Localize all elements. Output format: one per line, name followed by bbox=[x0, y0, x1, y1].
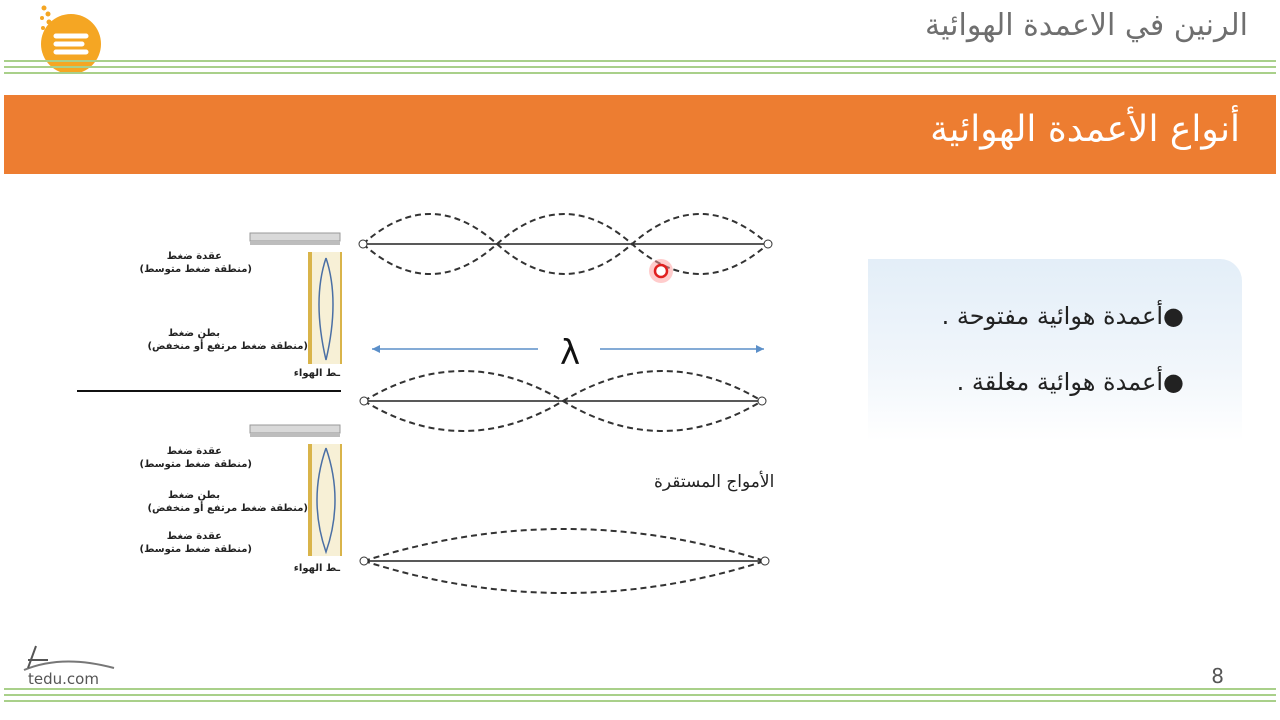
bullet-marker: ● bbox=[1163, 302, 1184, 330]
footer-divider bbox=[4, 694, 1276, 696]
banner-title: أنواع الأعمدة الهوائية bbox=[930, 109, 1240, 150]
bullet-marker: ● bbox=[1163, 368, 1184, 396]
cursor-indicator bbox=[649, 259, 673, 283]
tube-label: عقدة ضغط bbox=[166, 251, 222, 262]
lambda-symbol: λ bbox=[560, 333, 581, 373]
standing-waves-label: الأمواج المستقرة bbox=[654, 472, 775, 492]
tube-label: (منطقة ضغط مرتفع أو منخفض) bbox=[147, 503, 308, 514]
tube-label: (منطقة ضغط مرتفع أو منخفض) bbox=[147, 341, 308, 352]
bullet-list bbox=[868, 259, 1242, 441]
tube-label: ـط الهواء bbox=[293, 368, 340, 379]
standing-wave-one-loop bbox=[360, 529, 769, 593]
tube-label: ـط الهواء bbox=[293, 563, 340, 574]
tube-label: عقدة ضغط bbox=[166, 446, 222, 457]
footer-divider bbox=[4, 700, 1276, 702]
closed-tube-figure bbox=[250, 425, 342, 556]
tube-label: عقدة ضغط bbox=[166, 531, 222, 542]
tube-label: بطن ضغط bbox=[168, 490, 220, 501]
brand-letter: t bbox=[28, 670, 34, 688]
tube-label: (منطقة ضغط متوسط) bbox=[139, 264, 252, 275]
slide-title: الرنين في الاعمدة الهوائية bbox=[925, 8, 1248, 43]
bullet-text: أعمدة هوائية مغلقة . bbox=[956, 368, 1164, 396]
standing-wave-two-loops bbox=[360, 371, 766, 431]
bullet-closed-columns bbox=[957, 368, 1184, 396]
tube-label: (منطقة ضغط متوسط) bbox=[139, 459, 252, 470]
page-number: 8 bbox=[1211, 664, 1224, 688]
tube-label: (منطقة ضغط متوسط) bbox=[139, 544, 252, 555]
footer-divider bbox=[4, 688, 1276, 690]
bullet-open-columns bbox=[942, 302, 1184, 330]
standing-wave-three-loops bbox=[359, 214, 772, 274]
brand-name: edu.com bbox=[33, 670, 99, 688]
tube-label: بطن ضغط bbox=[168, 328, 220, 339]
bullet-text: أعمدة هوائية مفتوحة . bbox=[941, 302, 1164, 330]
brand-logo bbox=[22, 644, 122, 690]
